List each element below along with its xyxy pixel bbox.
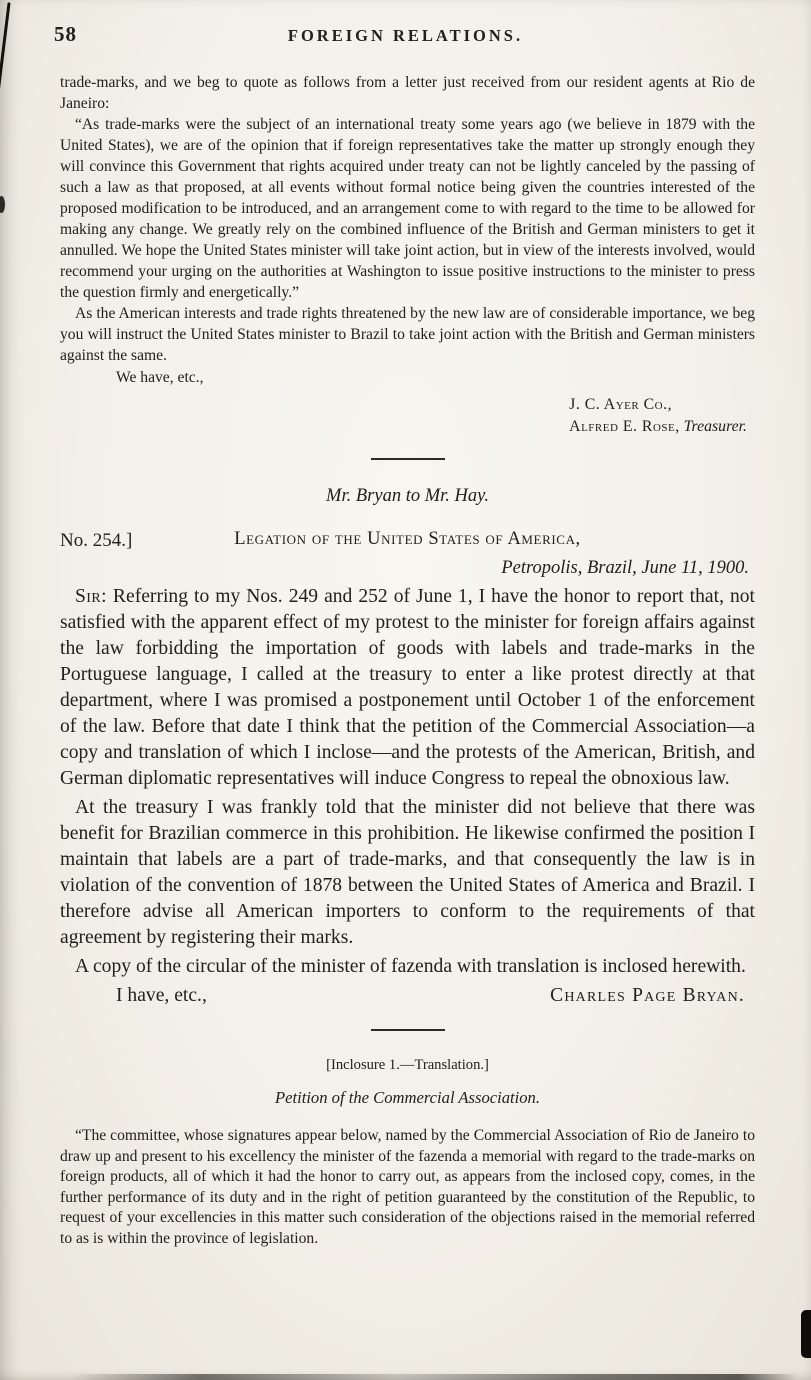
doc-number-line bbox=[60, 529, 755, 555]
valediction-bryan: I have, etc., bbox=[116, 985, 207, 1006]
closing-line bbox=[60, 983, 755, 1009]
continuation-paragraph: trade-marks, and we beg to quote as follows from a letter just received from our resident agents at Rio de Janeiro: bbox=[60, 74, 755, 112]
salutation: Sir: bbox=[75, 586, 107, 607]
quoted-letter-paragraph: “As trade-marks were the subject of an international treaty some years ago (we believe in 1879 with the United States), we are of the opinion that if foreign representatives take the matter up strongly enough they will convince this Government that rights acquired under treaty can not be lightly canceled by the passing of such a law as that proposed, at all events without formal notice being given the countries interested of the proposed modification to be introduced, and an arrangement come to with regard to the time to be allowed for making any change. We greatly rely on the combined influence of the British and German ministers to get it annulled. We hope the United States minister will take joint action, but in view of the interests involved, would recommend your urging on the authorities at Washington to issue positive instructions to the minister to press the question firmly and energetically.” bbox=[60, 116, 755, 301]
signature-company: J. C. Ayer Co., bbox=[569, 396, 673, 413]
page-number: 58 bbox=[54, 22, 77, 46]
paragraph-1-text: Referring to my Nos. 249 and 252 of June 1, I have the honor to report that, not satisfied with the apparent effect of my protest to the minister for foreign affairs against the law forbidding the importation of goods with labels and trade-marks in the Portuguese language, I called at the treasury to enter a like protest directly at that department, where I was promised a postponement until October 1 of the enforcement of the law. Before that date I think that the petition of the Commercial Association—a copy and translation of which I inclose—and the protests of the American, British, and German diplomatic representatives will induce Congress to repeal the obnoxious law. bbox=[60, 586, 755, 789]
scan-artifact-bottom-right bbox=[801, 1310, 811, 1358]
inclosure-caption: [Inclosure 1.—Translation.] bbox=[326, 1057, 489, 1073]
signature-line bbox=[569, 416, 747, 438]
scan-artifact-bottom-edge bbox=[70, 1374, 797, 1380]
section-divider-2 bbox=[371, 1029, 445, 1031]
signer-name: Alfred E. Rose, bbox=[569, 418, 680, 435]
section-divider bbox=[371, 458, 445, 460]
closing-paragraph: As the American interests and trade rights threatened by the new law are of considerable importance, we beg you will instruct the United States minister to Brazil to take joint action with the British and German ministers against the same. bbox=[60, 305, 755, 364]
signature-bryan: Charles Page Bryan. bbox=[550, 985, 745, 1006]
signer-title: Treasurer. bbox=[683, 418, 747, 435]
letter-heading: Mr. Bryan to Mr. Hay. bbox=[326, 486, 489, 506]
doc-number: No. 254.] bbox=[60, 530, 133, 551]
petition-paragraph: “The committee, whose signatures appear below, named by the Commercial Association of Rio de Janeiro to draw up and present to his excellency the minister of the fazenda a memorial with regard to the trade-marks on foreign products, all of which it had the honor to carry out, as appears from the inclosed copy, comes, in the further performance of its duty and in the right of petition guaranteed by the constitution of the Republic, to request of your excellencies in this matter such consideration of the objections raised in the memorial referred to as is within the province of legislation. bbox=[60, 1127, 755, 1247]
inclosure-title: Petition of the Commercial Association. bbox=[274, 1088, 540, 1107]
signature-block-ayer bbox=[569, 394, 747, 438]
page-header bbox=[0, 0, 811, 54]
page-content bbox=[0, 54, 811, 1249]
letter-paragraph-2: At the treasury I was frankly told that the minister did not believe that there was benefit for Brazilian commerce in this prohibition. He likewise confirmed the position I maintain that labels are a part of trade-marks, and that consequently the law is in violation of the convention of 1878 between the United States of America and Brazil. I therefore advise all American importers to conform to the requirements of that agreement by registering their marks. bbox=[60, 797, 755, 948]
running-title: FOREIGN RELATIONS. bbox=[287, 26, 524, 45]
legation-line: Legation of the United States of America, bbox=[234, 529, 581, 549]
dateline: Petropolis, Brazil, June 11, 1900. bbox=[501, 558, 749, 578]
valediction-ayer: We have, etc., bbox=[116, 369, 204, 386]
letter-paragraph-3: A copy of the circular of the minister of fazenda with translation is inclosed herewith. bbox=[75, 956, 746, 977]
letter-paragraph-1 bbox=[60, 584, 755, 792]
